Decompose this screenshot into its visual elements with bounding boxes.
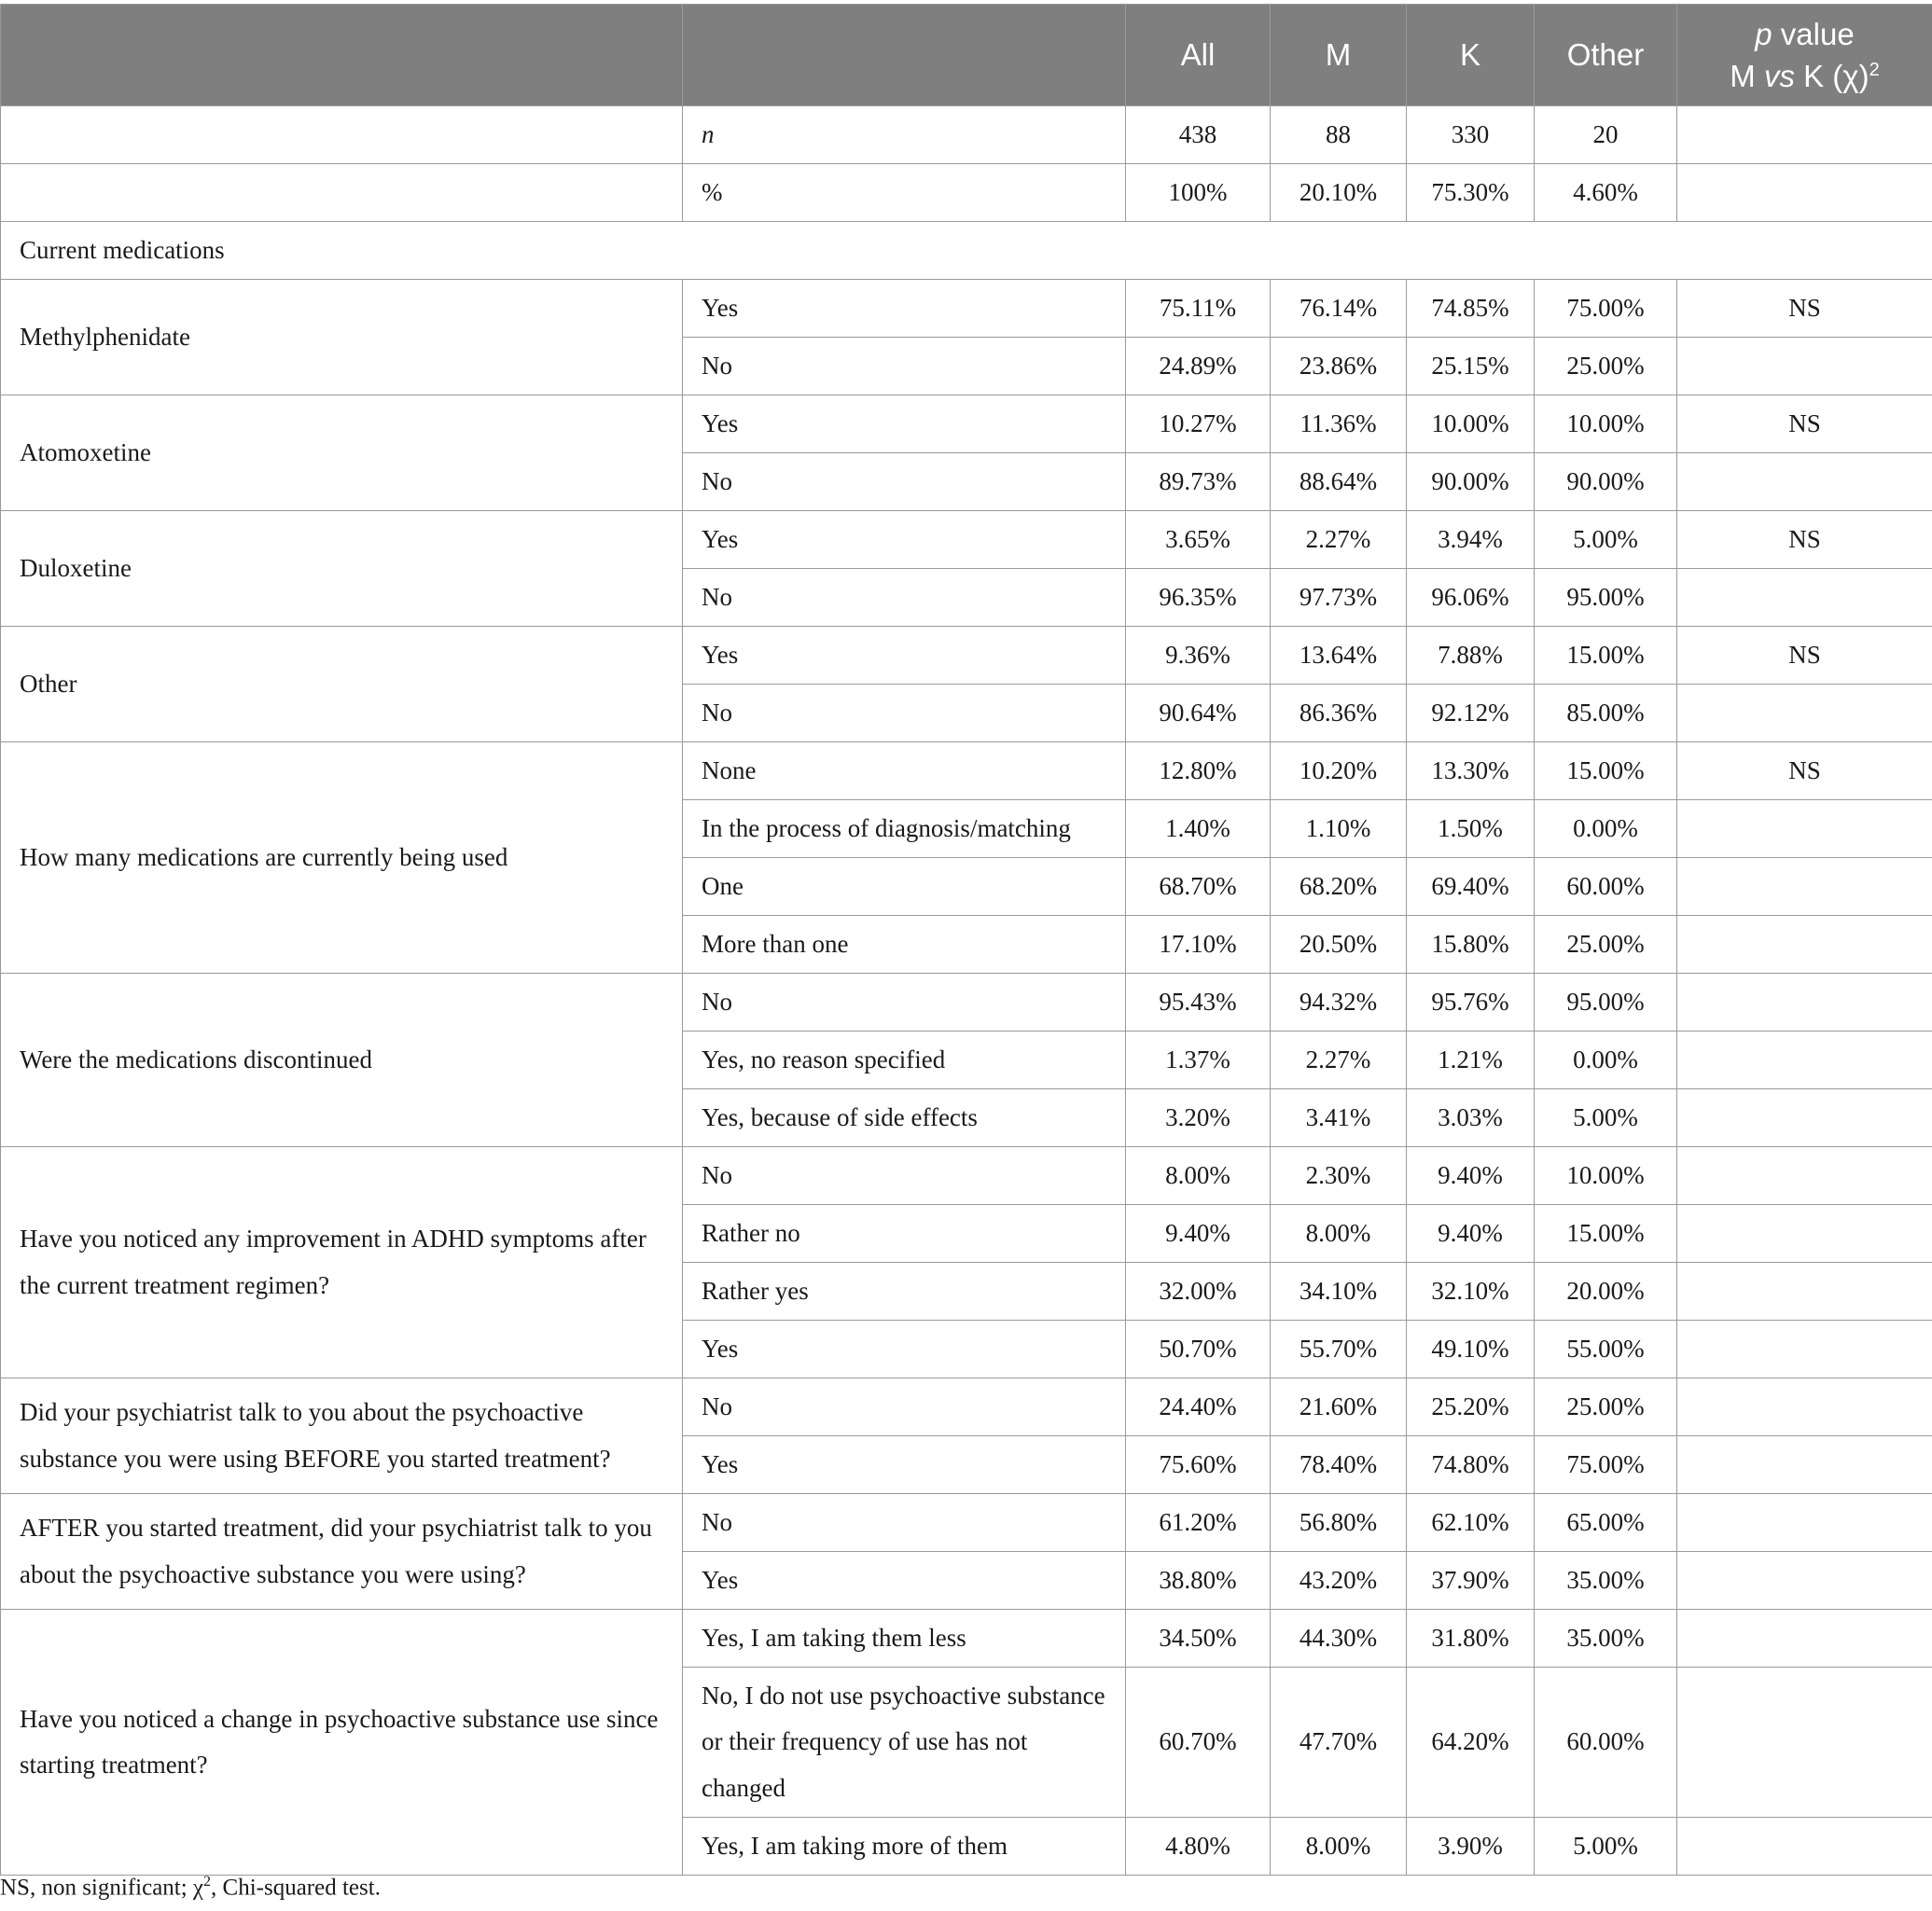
value-k: 9.40% [1407,1205,1535,1263]
value-k: 32.10% [1407,1263,1535,1321]
value-m: 44.30% [1271,1610,1407,1668]
p-value [1677,800,1932,858]
p-value [1677,1263,1932,1321]
p-value [1677,1668,1932,1818]
table-row [1,511,1932,569]
p-value [1677,1032,1932,1089]
n-m: 88 [1271,106,1407,164]
pct-k: 75.30% [1407,164,1535,222]
value-k: 95.76% [1407,974,1535,1032]
value-k: 62.10% [1407,1494,1535,1552]
value-k: 74.80% [1407,1436,1535,1494]
value-m: 43.20% [1271,1552,1407,1610]
value-k: 13.30% [1407,742,1535,800]
value-k: 31.80% [1407,1610,1535,1668]
row-group-label: Duloxetine [1,511,683,627]
value-m: 2.27% [1271,511,1407,569]
value-m: 34.10% [1271,1263,1407,1321]
value-m: 23.86% [1271,338,1407,395]
p-value [1677,1378,1932,1436]
results-table [0,4,1932,1876]
value-other: 55.00% [1535,1321,1677,1378]
p-value [1677,338,1932,395]
p-value [1677,569,1932,627]
value-m: 10.20% [1271,742,1407,800]
value-m: 68.20% [1271,858,1407,916]
value-other: 85.00% [1535,685,1677,742]
value-m: 76.14% [1271,280,1407,338]
p-value-line1: p value [1755,16,1855,51]
response-option: No, I do not use psychoactive substance or their frequency of use has not changed [683,1668,1126,1818]
pct-row [1,164,1932,222]
value-k: 74.85% [1407,280,1535,338]
table-row [1,974,1932,1032]
header-blank-1 [1,5,683,106]
n-other: 20 [1535,106,1677,164]
value-other: 75.00% [1535,1436,1677,1494]
response-option: No [683,569,1126,627]
response-option: Yes [683,1321,1126,1378]
p-value: NS [1677,511,1932,569]
n-row-label: n [683,106,1126,164]
p-value-line2: M vs K $(\chi)^2$ [1730,58,1880,93]
value-other: 0.00% [1535,1032,1677,1089]
value-other: 35.00% [1535,1552,1677,1610]
value-k: 90.00% [1407,453,1535,511]
response-option: Yes [683,395,1126,453]
table-row [1,1378,1932,1436]
p-value [1677,453,1932,511]
value-other: 5.00% [1535,1818,1677,1876]
value-other: 10.00% [1535,1147,1677,1205]
row-group-label: Methylphenidate [1,280,683,395]
header-blank-2 [683,5,1126,106]
response-option: In the process of diagnosis/matching [683,800,1126,858]
value-other: 25.00% [1535,338,1677,395]
value-k: 25.20% [1407,1378,1535,1436]
response-option: None [683,742,1126,800]
value-k: 7.88% [1407,627,1535,685]
value-all: 3.65% [1126,511,1271,569]
value-k: 64.20% [1407,1668,1535,1818]
n-all: 438 [1126,106,1271,164]
header-m: M [1271,5,1407,106]
pct-p [1677,164,1932,222]
value-other: 10.00% [1535,395,1677,453]
value-m: 88.64% [1271,453,1407,511]
value-all: 34.50% [1126,1610,1271,1668]
pct-other: 4.60% [1535,164,1677,222]
response-option: Rather no [683,1205,1126,1263]
value-other: 65.00% [1535,1494,1677,1552]
value-m: 8.00% [1271,1818,1407,1876]
response-option: No [683,453,1126,511]
value-k: 25.15% [1407,338,1535,395]
row-group-label: Have you noticed any improvement in ADHD symptoms after the current treatment regimen? [1,1147,683,1378]
value-k: 1.50% [1407,800,1535,858]
response-option: Yes [683,280,1126,338]
value-all: 60.70% [1126,1668,1271,1818]
p-value [1677,1089,1932,1147]
response-option: More than one [683,916,1126,974]
response-option: No [683,685,1126,742]
p-value [1677,974,1932,1032]
p-value [1677,1147,1932,1205]
value-k: 3.94% [1407,511,1535,569]
p-value [1677,858,1932,916]
p-value [1677,1436,1932,1494]
p-value: NS [1677,627,1932,685]
value-other: 15.00% [1535,742,1677,800]
value-k: 69.40% [1407,858,1535,916]
p-value: NS [1677,742,1932,800]
row-group-label: Were the medications discontinued [1,974,683,1147]
response-option: Yes, I am taking them less [683,1610,1126,1668]
n-row [1,106,1932,164]
value-all: 61.20% [1126,1494,1271,1552]
value-other: 60.00% [1535,1668,1677,1818]
value-other: 25.00% [1535,1378,1677,1436]
value-m: 20.50% [1271,916,1407,974]
value-k: 9.40% [1407,1147,1535,1205]
value-other: 90.00% [1535,453,1677,511]
value-all: 1.37% [1126,1032,1271,1089]
value-m: 21.60% [1271,1378,1407,1436]
value-all: 68.70% [1126,858,1271,916]
response-option: No [683,1494,1126,1552]
header-k: K [1407,5,1535,106]
value-k: 1.21% [1407,1032,1535,1089]
table-container [0,4,1932,1876]
value-all: 1.40% [1126,800,1271,858]
n-row-blank [1,106,683,164]
value-other: 95.00% [1535,569,1677,627]
p-value [1677,1494,1932,1552]
pct-m: 20.10% [1271,164,1407,222]
value-k: 3.03% [1407,1089,1535,1147]
value-other: 75.00% [1535,280,1677,338]
section-title: Current medications [1,222,1932,280]
value-other: 60.00% [1535,858,1677,916]
value-other: 5.00% [1535,511,1677,569]
value-m: 94.32% [1271,974,1407,1032]
table-row [1,395,1932,453]
value-m: 97.73% [1271,569,1407,627]
p-value [1677,685,1932,742]
p-value [1677,1818,1932,1876]
header-row [1,5,1932,106]
response-option: Yes, I am taking more of them [683,1818,1126,1876]
value-m: 11.36% [1271,395,1407,453]
value-k: 49.10% [1407,1321,1535,1378]
value-m: 55.70% [1271,1321,1407,1378]
value-all: 75.60% [1126,1436,1271,1494]
value-m: 47.70% [1271,1668,1407,1818]
response-option: Yes [683,627,1126,685]
value-all: 4.80% [1126,1818,1271,1876]
value-all: 75.11% [1126,280,1271,338]
value-other: 15.00% [1535,627,1677,685]
pct-row-label: % [683,164,1126,222]
pct-row-blank [1,164,683,222]
header-p-value [1677,5,1932,106]
value-k: 96.06% [1407,569,1535,627]
row-group-label: Atomoxetine [1,395,683,511]
footnote: NS, non significant; $\chi^2$, Chi-squared test. [0,1874,381,1901]
value-m: 2.30% [1271,1147,1407,1205]
table-row [1,1147,1932,1205]
value-m: 56.80% [1271,1494,1407,1552]
row-group-label: How many medications are currently being used [1,742,683,974]
value-m: 13.64% [1271,627,1407,685]
response-option: No [683,1378,1126,1436]
response-option: No [683,974,1126,1032]
p-value [1677,1205,1932,1263]
header-other: Other [1535,5,1677,106]
value-k: 10.00% [1407,395,1535,453]
p-value: NS [1677,280,1932,338]
value-k: 3.90% [1407,1818,1535,1876]
table-row [1,627,1932,685]
value-all: 90.64% [1126,685,1271,742]
n-k: 330 [1407,106,1535,164]
pct-all: 100% [1126,164,1271,222]
value-all: 10.27% [1126,395,1271,453]
value-all: 50.70% [1126,1321,1271,1378]
value-other: 35.00% [1535,1610,1677,1668]
row-group-label: Other [1,627,683,742]
value-m: 3.41% [1271,1089,1407,1147]
p-value [1677,1321,1932,1378]
value-m: 1.10% [1271,800,1407,858]
response-option: No [683,1147,1126,1205]
value-all: 8.00% [1126,1147,1271,1205]
table-row [1,280,1932,338]
table-row [1,1494,1932,1552]
value-all: 95.43% [1126,974,1271,1032]
response-option: Rather yes [683,1263,1126,1321]
p-value: NS [1677,395,1932,453]
p-value [1677,1552,1932,1610]
section-row [1,222,1932,280]
response-option: No [683,338,1126,395]
p-value [1677,1610,1932,1668]
response-option: Yes, because of side effects [683,1089,1126,1147]
table-row [1,742,1932,800]
response-option: Yes [683,1436,1126,1494]
value-all: 17.10% [1126,916,1271,974]
row-group-label: AFTER you started treatment, did your psychiatrist talk to you about the psychoactive substance you were using? [1,1494,683,1610]
response-option: Yes, no reason specified [683,1032,1126,1089]
n-p [1677,106,1932,164]
value-all: 24.40% [1126,1378,1271,1436]
value-all: 3.20% [1126,1089,1271,1147]
value-m: 8.00% [1271,1205,1407,1263]
value-m: 78.40% [1271,1436,1407,1494]
value-other: 95.00% [1535,974,1677,1032]
value-all: 89.73% [1126,453,1271,511]
header-all: All [1126,5,1271,106]
value-all: 24.89% [1126,338,1271,395]
value-all: 9.36% [1126,627,1271,685]
response-option: Yes [683,1552,1126,1610]
value-m: 86.36% [1271,685,1407,742]
row-group-label: Did your psychiatrist talk to you about the psychoactive substance you were using BEFORE you started treatment? [1,1378,683,1494]
value-k: 92.12% [1407,685,1535,742]
value-k: 37.90% [1407,1552,1535,1610]
value-other: 25.00% [1535,916,1677,974]
value-other: 20.00% [1535,1263,1677,1321]
p-value [1677,916,1932,974]
value-all: 96.35% [1126,569,1271,627]
value-all: 32.00% [1126,1263,1271,1321]
value-other: 5.00% [1535,1089,1677,1147]
value-other: 0.00% [1535,800,1677,858]
value-all: 12.80% [1126,742,1271,800]
row-group-label: Have you noticed a change in psychoactive substance use since starting treatment? [1,1610,683,1876]
response-option: One [683,858,1126,916]
value-k: 15.80% [1407,916,1535,974]
table-row [1,1610,1932,1668]
value-m: 2.27% [1271,1032,1407,1089]
value-other: 15.00% [1535,1205,1677,1263]
value-all: 38.80% [1126,1552,1271,1610]
response-option: Yes [683,511,1126,569]
value-all: 9.40% [1126,1205,1271,1263]
